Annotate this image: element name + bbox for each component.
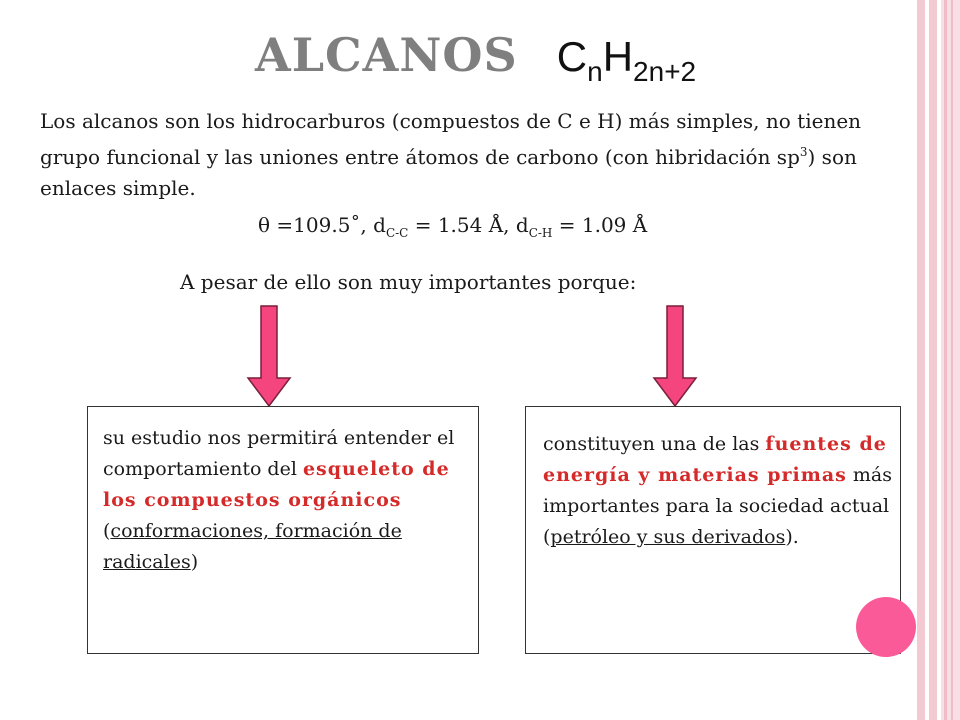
intro-paragraph [40, 106, 920, 204]
right-box-text [543, 429, 913, 553]
right-underlined: petróleo y sus derivados [550, 526, 786, 548]
left-text-2: ( [103, 520, 111, 542]
param-cc: = 1.54 Å, d [408, 213, 529, 237]
general-formula [556, 33, 697, 87]
formula-c: C [556, 33, 588, 80]
title-row [255, 28, 696, 88]
left-text-1: su estudio nos permitirá entender el comportamiento del [103, 427, 455, 480]
down-arrow-icon [652, 304, 698, 408]
param-sub-cc: C-C [385, 226, 409, 240]
left-text-box [87, 406, 479, 654]
right-highlight: fuentes de energía y materias primas [543, 433, 887, 486]
param-ch: = 1.09 Å [552, 213, 648, 237]
formula-n: n [587, 56, 603, 87]
intro-sup: 3 [799, 145, 808, 159]
right-text-2: más importantes para la sociedad actual ( [543, 464, 892, 548]
right-text-box [525, 406, 901, 654]
left-highlight: esqueleto de los compuestos orgánicos [103, 458, 450, 511]
intro-text-end: ) son enlaces simple. [40, 145, 857, 200]
down-arrow-icon [246, 304, 292, 408]
right-text-3: ). [785, 526, 799, 548]
intro-text: Los alcanos son los hidrocarburos (compuestos de C e H) más simples, no tienen grupo funcional y las uniones entre átomos de carbono (con hibridación sp [40, 109, 862, 169]
decor-stripe [944, 0, 947, 720]
bond-parameters [258, 213, 647, 240]
left-box-text [103, 423, 473, 578]
left-underlined: conformaciones, formación de radicales [103, 520, 402, 573]
formula-h: H [602, 33, 634, 80]
right-text-1: constituyen una de las [543, 433, 766, 455]
param-theta: θ =109.5˚, d [258, 213, 386, 237]
slide-title: ALCANOS [255, 28, 518, 82]
left-text-3: ) [190, 551, 199, 573]
formula-sub: 2n+2 [633, 56, 697, 87]
param-sub-ch: C-H [528, 226, 553, 240]
decor-circle-icon [856, 597, 916, 657]
decor-stripe [929, 0, 937, 720]
despite-text: A pesar de ello son muy importantes porque: [180, 270, 637, 294]
decor-stripe [951, 0, 953, 720]
